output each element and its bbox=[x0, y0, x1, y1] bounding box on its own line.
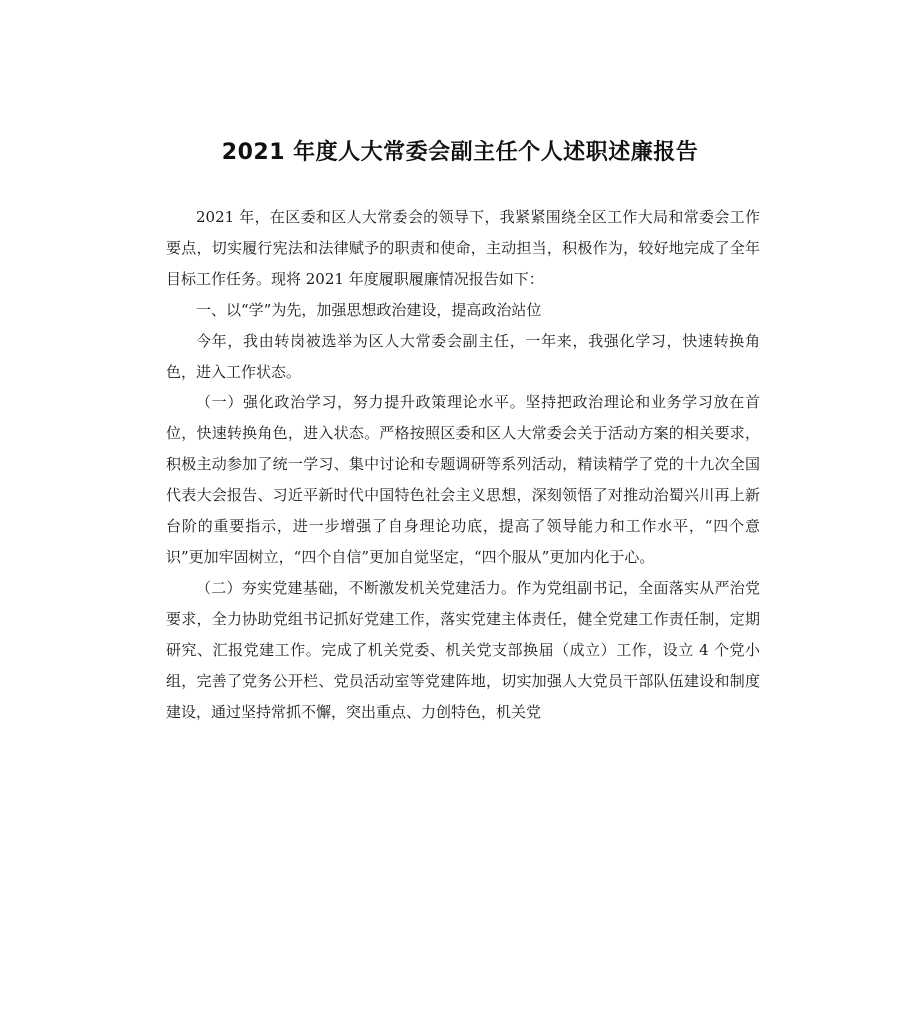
paragraph-political-study: （一）强化政治学习，努力提升政策理论水平。坚持把政治理论和业务学习放在首位，快速转换角色，进入状态。严格按照区委和区人大常委会关于活动方案的相关要求，积极主动参加了统一学习、集中讨论和专题调研等系列活动，精读精学了党的十九次全国代表大会报告、习近平新时代中国特色社会主义思想，深刻领悟了对推动治蜀兴川再上新台阶的重要指示，进一步增强了自身理论功底，提高了领导能力和工作水平，“四个意识”更加牢固树立，“四个自信”更加自觉坚定，“四个服从”更加内化于心。 bbox=[166, 393, 760, 566]
paragraph-role-change: 今年，我由转岗被选举为区人大常委会副主任，一年来，我强化学习，快速转换角色，进入工作状态。 bbox=[166, 331, 760, 381]
paragraph-party-building: （二）夯实党建基础，不断激发机关党建活力。作为党组副书记，全面落实从严治党要求，全力协助党组书记抓好党建工作，落实党建主体责任，健全党建工作责任制，定期研究、汇报党建工作。完成了机关党委、机关党支部换届（成立）工作，设立 4 个党小组，完善了党务公开栏、党员活动室等党建阵地，切实加强人大党员干部队伍建设和制度建设，通过坚持常抓不懈，突出重点、力创特色，机关党 bbox=[166, 578, 760, 721]
paragraph-intro: 2021 年，在区委和区人大常委会的领导下，我紧紧围绕全区工作大局和常委会工作要点，切实履行宪法和法律赋予的职责和使命，主动担当，积极作为，较好地完成了全年目标工作任务。现将 2021 年度履职履廉情况报告如下： bbox=[166, 208, 760, 288]
paragraph-heading-1: 一、以“学”为先，加强思想政治建设，提高政治站位 bbox=[196, 300, 542, 319]
document-title: 2021 年度人大常委会副主任个人述职述廉报告 bbox=[221, 140, 699, 165]
document-body bbox=[166, 202, 760, 727]
